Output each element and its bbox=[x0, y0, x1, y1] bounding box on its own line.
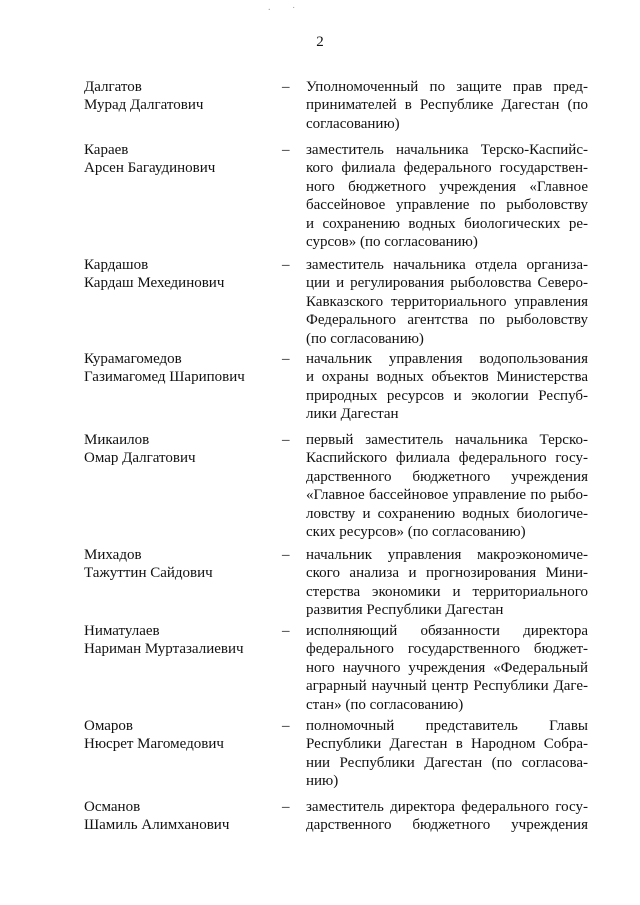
position-line: природных ресурсов и экологии Респуб- bbox=[306, 387, 588, 404]
separator-dash: – bbox=[282, 799, 290, 815]
member-name bbox=[84, 141, 284, 178]
separator-dash: – bbox=[282, 79, 290, 95]
position-line: федерального государственного бюджет- bbox=[306, 641, 588, 658]
member-surname: Омаров bbox=[84, 718, 133, 734]
position-line: заместитель начальника Терско-Каспийс- bbox=[306, 142, 588, 158]
position-line: Уполномоченный по защите прав пред- bbox=[306, 79, 588, 95]
member-surname: Микаилов bbox=[84, 432, 150, 448]
separator-dash: – bbox=[282, 432, 290, 448]
position-line: (по согласованию) bbox=[306, 330, 424, 347]
member-given-names: Нюсрет Магомедович bbox=[84, 736, 224, 753]
separator-dash: – bbox=[282, 257, 290, 273]
position-line: развития Республики Дагестан bbox=[306, 602, 504, 619]
member-position bbox=[306, 350, 588, 424]
position-line: дарственного бюджетного учреждения bbox=[306, 817, 588, 834]
member-given-names: Шамиль Алимханович bbox=[84, 817, 230, 834]
position-line: ного научного учреждения «Федеральный bbox=[306, 659, 588, 676]
separator-dash: – bbox=[282, 351, 290, 367]
scan-speck: . bbox=[268, 2, 271, 13]
position-line: Федерального агентства по рыболовству bbox=[306, 312, 588, 329]
position-line: Каспийского филиала федерального госу- bbox=[306, 450, 588, 467]
member-surname: Караев bbox=[84, 142, 129, 158]
position-line: дарственного бюджетного учреждения bbox=[306, 468, 588, 485]
member-given-names: Мурад Далгатович bbox=[84, 97, 204, 114]
member-name bbox=[84, 256, 284, 293]
member-position bbox=[306, 431, 588, 541]
member-given-names: Нариман Муртазалиевич bbox=[84, 641, 244, 658]
position-line: ции и регулирования рыболовства Северо- bbox=[306, 275, 588, 292]
position-line: ского анализа и прогнозирования Мини- bbox=[306, 565, 588, 582]
position-line: начальник управления водопользования bbox=[306, 351, 588, 367]
member-name bbox=[84, 798, 284, 835]
member-given-names: Арсен Багаудинович bbox=[84, 160, 216, 177]
member-name bbox=[84, 622, 284, 659]
member-name bbox=[84, 717, 284, 754]
position-line: ного бюджетного учреждения «Главное bbox=[306, 178, 588, 195]
member-position bbox=[306, 717, 588, 791]
position-line: Кавказского территориального управления bbox=[306, 293, 588, 310]
member-position bbox=[306, 798, 588, 835]
member-given-names: Газимагомед Шарипович bbox=[84, 369, 245, 386]
member-given-names: Омар Далгатович bbox=[84, 450, 196, 467]
separator-dash: – bbox=[282, 623, 290, 639]
position-line: и охраны водных объектов Министерства bbox=[306, 369, 588, 386]
position-line: нию) bbox=[306, 773, 339, 790]
position-line: Республики Дагестан в Народном Собра- bbox=[306, 736, 588, 753]
position-line: заместитель директора федерального госу- bbox=[306, 799, 588, 815]
separator-dash: – bbox=[282, 718, 290, 734]
member-name bbox=[84, 350, 284, 387]
member-position bbox=[306, 78, 588, 133]
page-number: 2 bbox=[316, 34, 324, 50]
position-line: заместитель начальника отдела организа- bbox=[306, 257, 588, 273]
member-name bbox=[84, 431, 284, 468]
position-line: бассейновое управление по рыболовству bbox=[306, 197, 588, 214]
member-given-names: Кардаш Мехединович bbox=[84, 275, 225, 292]
member-surname: Ниматулаев bbox=[84, 623, 160, 639]
position-line: кого филиала федерального государствен- bbox=[306, 160, 588, 177]
member-name bbox=[84, 546, 284, 583]
position-line: сурсов» (по согласованию) bbox=[306, 234, 478, 251]
scan-speck: ˙ bbox=[292, 6, 296, 17]
member-position bbox=[306, 622, 588, 714]
position-line: аграрный научный центр Республики Даге- bbox=[306, 678, 588, 695]
position-line: стерства экономики и территориального bbox=[306, 583, 588, 600]
member-surname: Михадов bbox=[84, 547, 142, 563]
position-line: ских ресурсов» (по согласованию) bbox=[306, 524, 526, 541]
position-line: лики Дагестан bbox=[306, 406, 399, 423]
position-line: «Главное бассейновое управление по рыбо- bbox=[306, 487, 588, 504]
position-line: согласованию) bbox=[306, 115, 400, 132]
position-line: полномочный представитель Главы bbox=[306, 718, 588, 734]
member-position bbox=[306, 141, 588, 251]
separator-dash: – bbox=[282, 142, 290, 158]
separator-dash: – bbox=[282, 547, 290, 563]
position-line: ловству и сохранению водных биологиче- bbox=[306, 505, 588, 522]
position-line: и сохранению водных биологических ре- bbox=[306, 215, 588, 232]
member-surname: Далгатов bbox=[84, 79, 142, 95]
member-surname: Кардашов bbox=[84, 257, 149, 273]
member-surname: Курамагомедов bbox=[84, 351, 182, 367]
member-surname: Османов bbox=[84, 799, 141, 815]
position-line: принимателей в Республике Дагестан (по bbox=[306, 97, 588, 114]
member-position bbox=[306, 256, 588, 348]
position-line: начальник управления макроэкономиче- bbox=[306, 547, 588, 563]
member-position bbox=[306, 546, 588, 620]
member-name bbox=[84, 78, 284, 115]
member-given-names: Тажуттин Сайдович bbox=[84, 565, 213, 582]
position-line: стан» (по согласованию) bbox=[306, 696, 464, 713]
position-line: нии Республики Дагестан (по согласова- bbox=[306, 754, 588, 771]
position-line: исполняющий обязанности директора bbox=[306, 623, 588, 639]
position-line: первый заместитель начальника Терско- bbox=[306, 432, 588, 448]
